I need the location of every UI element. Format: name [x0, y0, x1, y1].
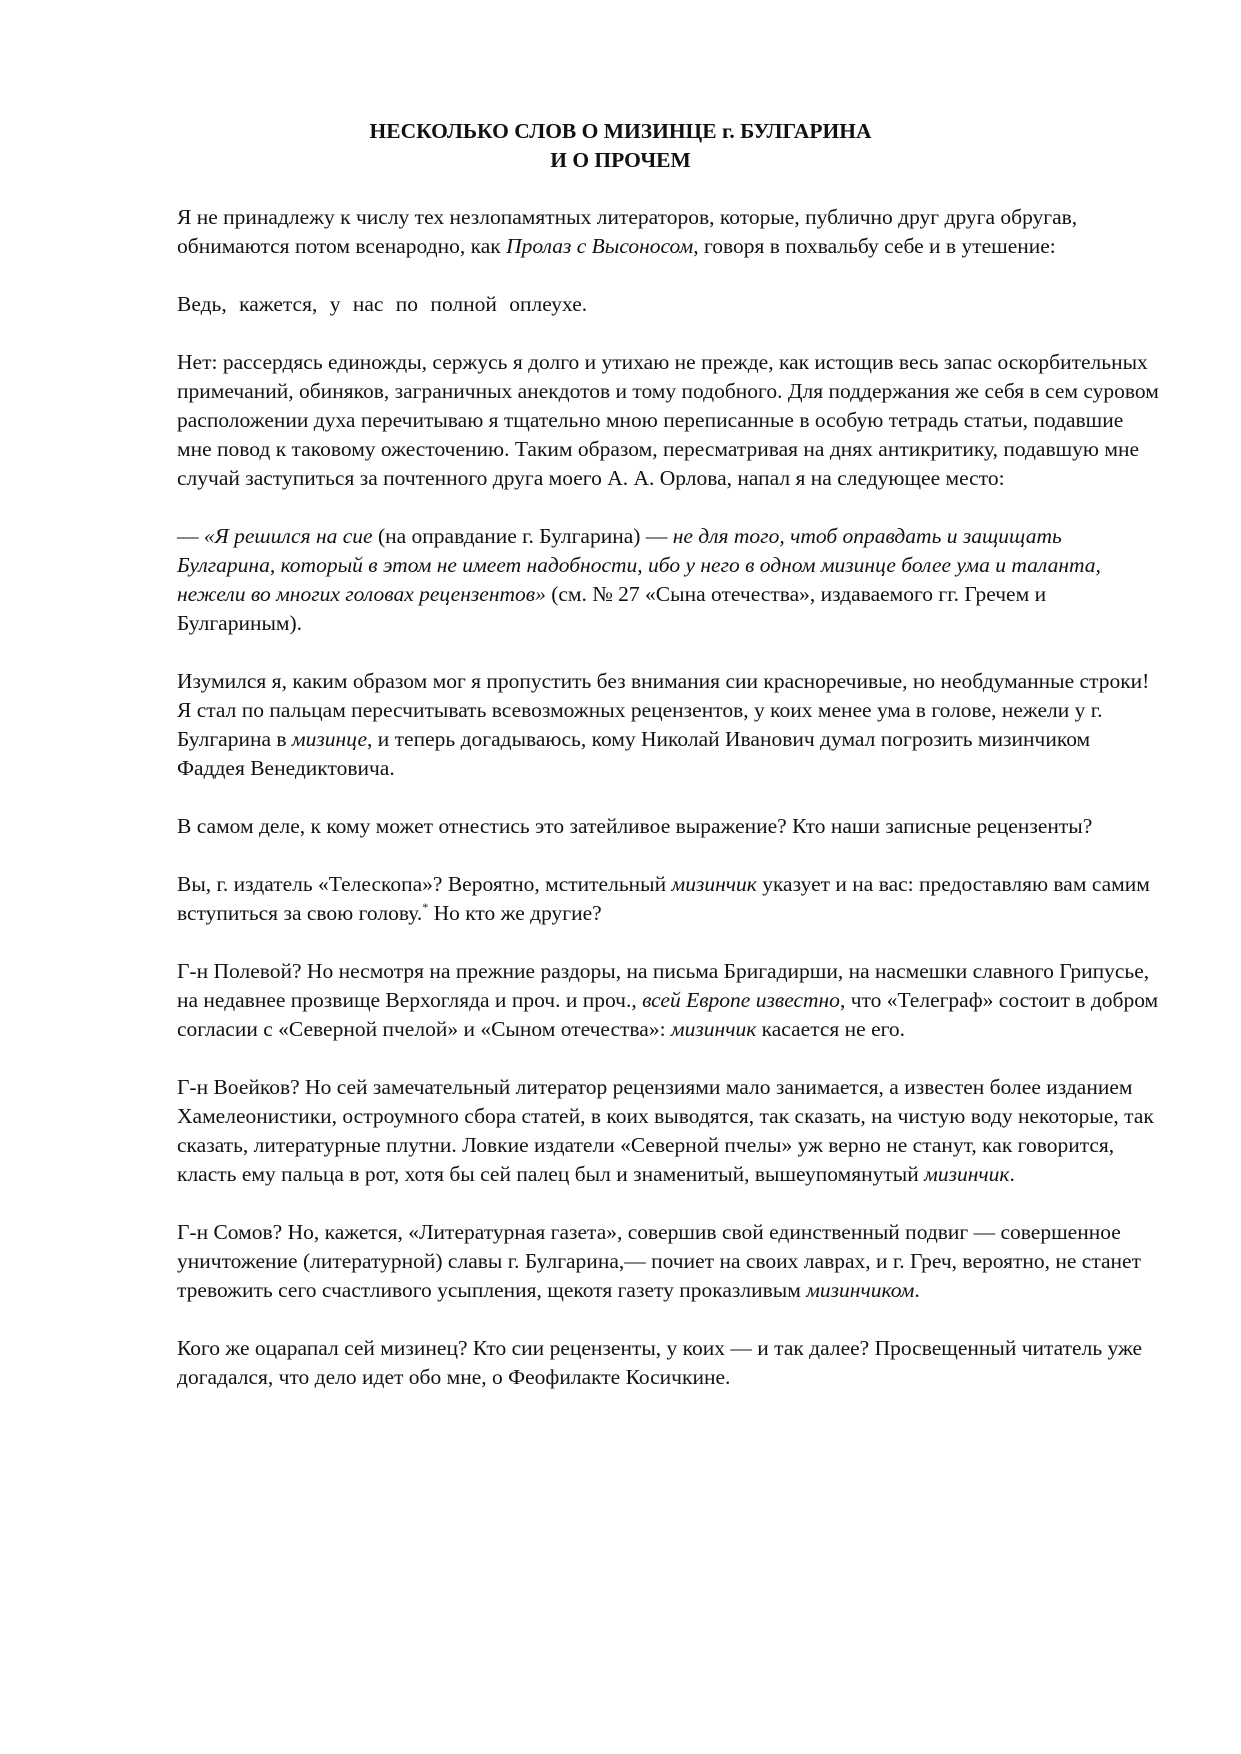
paragraph-4-italic-2: не для того, чтоб оправдать и защищать Булгарина, который в этом не имеет надобности, ибо у него в одном мизинце более ума и таланта, нежели во многих головах рецензентов» [177, 524, 1101, 606]
paragraph-8-italic-1: всей Европе известно [642, 988, 840, 1012]
paragraph-9-text-end: . [1009, 1162, 1015, 1186]
title-line-1: НЕСКОЛЬКО СЛОВ О МИЗИНЦЕ г. БУЛГАРИНА [369, 119, 872, 143]
paragraph-4-dash: — [177, 524, 204, 548]
paragraph-4-text: (на оправдание г. Булгарина) — [372, 524, 673, 548]
paragraph-1-text-end: , говоря в похвальбу себе и в утешение: [693, 234, 1056, 258]
paragraph-7 [177, 870, 1162, 928]
paragraph-8-text: Г-н Полевой? Но несмотря на прежние раздоры, на письма Бригадирши, на насмешки славного Грипусье, на недавнее прозвище Верхогляда и проч. и проч., [177, 959, 1150, 1012]
paragraph-9-italic: мизинчик [924, 1162, 1010, 1186]
paragraph-8-text-mid: , что «Телеграф» состоит в добром согласии с «Северной пчелой» и «Сыном отечества»: [177, 988, 1159, 1041]
paragraph-4-italic-1: «Я решился на сие [203, 524, 373, 548]
paragraph-8-italic-2: мизинчик [670, 1017, 757, 1041]
paragraph-8 [177, 957, 1162, 1044]
paragraph-7-text: Вы, г. издатель «Телескопа»? Вероятно, мстительный [177, 872, 672, 896]
paragraph-5-text: Изумился я, каким образом мог я пропустить без внимания сии красноречивые, но необдуманные строки! Я стал по пальцам пересчитывать всевозможных рецензентов, у коих менее ума в голове, нежели у г. Булгарина в [177, 669, 1150, 751]
paragraph-5 [177, 667, 1162, 783]
paragraph-7-text-end: Но кто же другие? [428, 901, 602, 925]
paragraph-8-text-end: касается не его. [756, 1017, 906, 1041]
paragraph-5-text-end: , и теперь догадываюсь, кому Николай Иванович думал погрозить мизинчиком Фаддея Венедиктовича. [177, 727, 1091, 780]
paragraph-1-text: Я не принадлежу к числу тех незлопамятных литераторов, которые, публично друг друга обругав, обнимаются потом всенародно, как [177, 205, 1078, 258]
paragraph-6: В самом деле, к кому может отнестись это затейливое выражение? Кто наши записные рецензенты? [177, 814, 1093, 838]
paragraph-10-text-end: . [914, 1278, 920, 1302]
paragraph-10-italic: мизинчиком [806, 1278, 915, 1302]
footnote-marker: * [422, 900, 429, 914]
paragraph-1 [177, 203, 1162, 261]
page-title [0, 117, 1241, 175]
paragraph-11: Кого же оцарапал сей мизинец? Кто сии рецензенты, у коих — и так далее? Просвещенный читатель уже догадался, что дело идет обо мне, о Феофилакте Косичкине. [177, 1336, 1143, 1389]
document-body [177, 203, 1162, 1421]
paragraph-10 [177, 1218, 1162, 1305]
paragraph-10-text: Г-н Сомов? Но, кажется, «Литературная газета», совершив свой единственный подвиг — совершенное уничтожение (литературной) славы г. Булгарина,— почиет на своих лаврах, и г. Греч, вероятно, не станет тревожить сего счастливого усыпления, щекотя газету проказливым [177, 1220, 1141, 1302]
paragraph-2: Ведь, кажется, у нас по полной оплеухе. [177, 292, 588, 316]
paragraph-3: Нет: рассердясь единожды, сержусь я долго и утихаю не прежде, как истощив весь запас оскорбительных примечаний, обиняков, заграничных анекдотов и тому подобного. Для поддержания же себя в сем суровом расположении духа перечитываю я тщательно мною переписанные в особую тетрадь статьи, подавшие мне повод к таковому ожесточению. Таким образом, пересматривая на днях антикритику, подавшую мне случай заступиться за почтенного друга моего А. А. Орлова, напал я на следующее место: [177, 350, 1159, 490]
paragraph-4-quote [177, 522, 1162, 638]
paragraph-5-italic: мизинце [291, 727, 368, 751]
paragraph-7-italic: мизинчик [671, 872, 757, 896]
paragraph-9 [177, 1073, 1162, 1189]
paragraph-4-text-end: (см. № 27 «Сына отечества», издаваемого гг. Гречем и Булгариным). [177, 582, 1047, 635]
paragraph-7-text-mid: указует и на вас: предоставляю вам самим вступиться за свою голову. [177, 872, 1150, 925]
title-line-2: И О ПРОЧЕМ [550, 148, 691, 172]
paragraph-9-text: Г-н Воейков? Но сей замечательный литератор рецензиями мало занимается, а известен более изданием Хамелеонистики, остроумного сбора статей, в коих выводятся, так сказать, на чистую воду некоторые, так сказать, литературные плутни. Ловкие издатели «Северной пчелы» уж верно не станут, как говорится, класть ему пальца в рот, хотя бы сей палец был и знаменитый, вышеупомянутый [177, 1075, 1154, 1186]
paragraph-1-italic: Пролаз с Высоносом [506, 234, 694, 258]
